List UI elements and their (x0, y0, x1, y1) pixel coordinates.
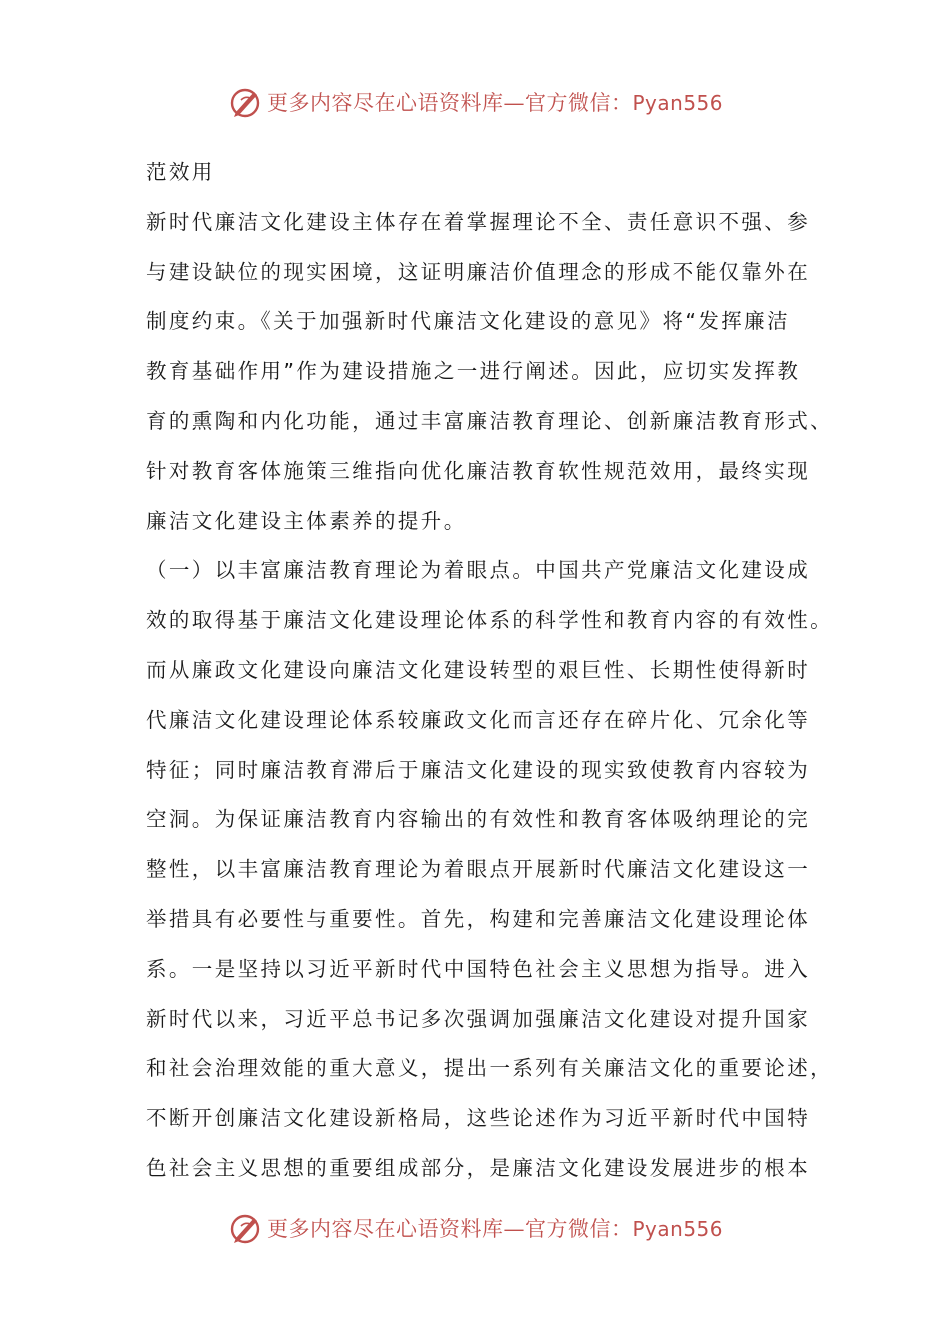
text-line: 不断开创廉洁文化建设新格局，这些论述作为习近平新时代中国特 (146, 1106, 811, 1131)
header-banner-text: 更多内容尽在心语资料库—官方微信：Pyan556 (266, 91, 723, 115)
text-line: 制度约束。《关于加强新时代廉洁文化建设的意见》将“发挥廉洁 (146, 309, 790, 334)
document-body (146, 148, 836, 1194)
text-line: （一）以丰富廉洁教育理论为着眼点。中国共产党廉洁文化建设成 (146, 558, 811, 583)
text-line: 针对教育客体施策三维指向优化廉洁教育软性规范效用，最终实现 (146, 458, 811, 483)
text-line: 新时代廉洁文化建设主体存在着掌握理论不全、责任意识不强、参 (146, 209, 811, 234)
text-line: 举措具有必要性与重要性。首先，构建和完善廉洁文化建设理论体 (146, 906, 811, 931)
text-line: 廉洁文化建设主体素养的提升。 (146, 508, 467, 533)
text-line: 特征；同时廉洁教育滞后于廉洁文化建设的现实致使教育内容较为 (146, 757, 811, 782)
text-line: 范效用 (146, 160, 215, 184)
text-line: 新时代以来，习近平总书记多次强调加强廉洁文化建设对提升国家 (146, 1006, 811, 1031)
text-line: 效的取得基于廉洁文化建设理论体系的科学性和教育内容的有效性。 (146, 608, 833, 633)
text-line: 而从廉政文化建设向廉洁文化建设转型的艰巨性、长期性使得新时 (146, 657, 811, 682)
text-line: 和社会治理效能的重大意义，提出一系列有关廉洁文化的重要论述， (146, 1056, 833, 1081)
header-banner (0, 82, 950, 122)
footer-wechat-id: Pyan556 (632, 1217, 723, 1241)
pen-logo-icon (227, 1210, 263, 1246)
text-line: 整性，以丰富廉洁教育理论为着眼点开展新时代廉洁文化建设这一 (146, 857, 811, 882)
text-line: 色社会主义思想的重要组成部分，是廉洁文化建设发展进步的根本 (146, 1155, 811, 1180)
footer-banner-text: 更多内容尽在心语资料库—官方微信：Pyan556 (266, 1217, 723, 1241)
text-line: 空洞。为保证廉洁教育内容输出的有效性和教育客体吸纳理论的完 (146, 807, 811, 832)
text-line: 教育基础作用”作为建设措施之一进行阐述。因此，应切实发挥教 (146, 359, 801, 384)
header-wechat-id: Pyan556 (632, 91, 723, 115)
text-line: 代廉洁文化建设理论体系较廉政文化而言还存在碎片化、冗余化等 (146, 707, 811, 732)
footer-banner (0, 1208, 950, 1248)
text-line: 系。一是坚持以习近平新时代中国特色社会主义思想为指导。进入 (146, 956, 811, 981)
pen-logo-icon (227, 84, 263, 120)
text-line: 育的熏陶和内化功能，通过丰富廉洁教育理论、创新廉洁教育形式、 (146, 408, 833, 433)
text-line: 与建设缺位的现实困境，这证明廉洁价值理念的形成不能仅靠外在 (146, 259, 811, 284)
